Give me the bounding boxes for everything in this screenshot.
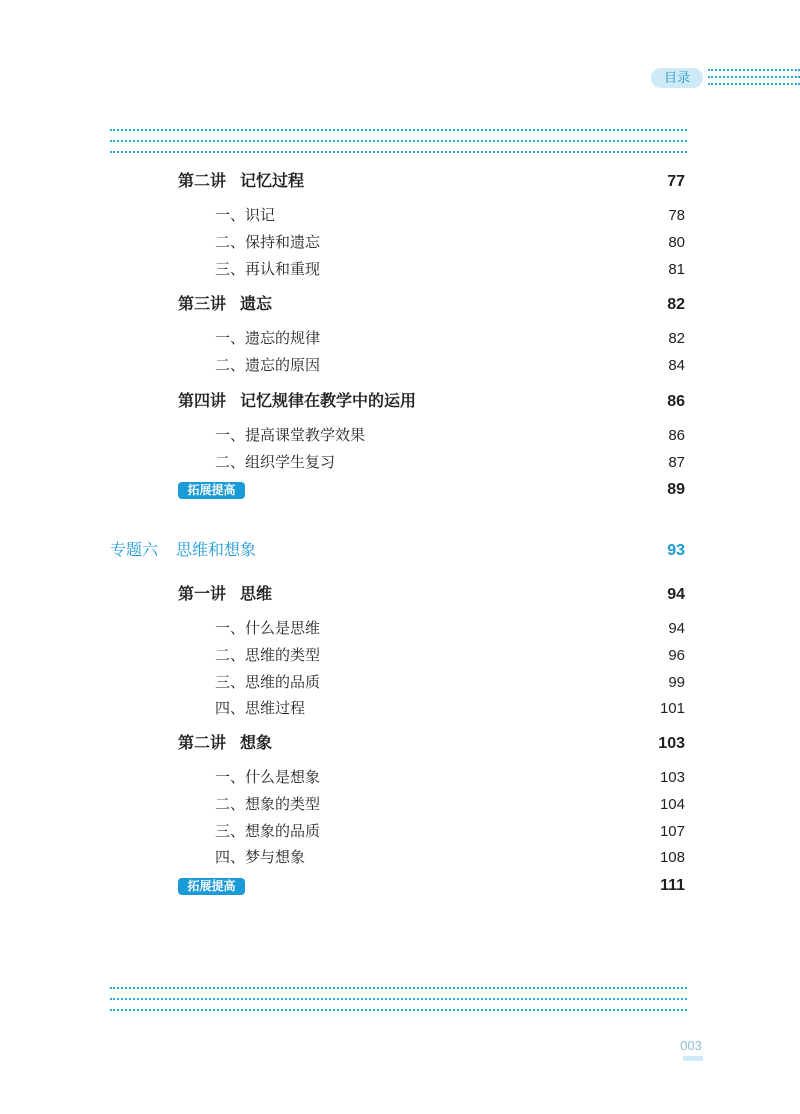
topic-label: 专题六 — [110, 542, 159, 559]
page-number: 87 — [668, 454, 685, 471]
page-number: 104 — [659, 796, 685, 813]
page-number: 81 — [668, 261, 685, 278]
page-number: 94 — [668, 620, 685, 637]
toc-item[interactable] — [215, 644, 685, 668]
toc-item[interactable] — [215, 231, 685, 255]
item-title: 三、再认和重现 — [215, 261, 321, 278]
toc-item[interactable] — [215, 424, 685, 448]
lecture-title: 想象 — [240, 735, 273, 752]
toc-item[interactable] — [215, 258, 685, 282]
footer-page-number: 003 — [680, 1038, 702, 1053]
toc-item[interactable] — [215, 766, 685, 790]
toc-lecture[interactable] — [178, 583, 685, 607]
toc-topic[interactable] — [110, 539, 685, 563]
page-number: 103 — [659, 769, 685, 786]
item-title: 四、思维过程 — [215, 700, 306, 717]
page-number: 111 — [660, 877, 685, 894]
page-number: 82 — [667, 296, 685, 313]
item-title: 四、梦与想象 — [215, 849, 306, 866]
toc-item[interactable] — [215, 671, 685, 695]
page-number: 107 — [659, 823, 685, 840]
item-title: 一、遗忘的规律 — [215, 330, 321, 347]
bottom-dotted-rule-2 — [110, 998, 687, 1000]
page-number: 80 — [668, 234, 685, 251]
page-number: 84 — [668, 357, 685, 374]
toc-item[interactable] — [215, 846, 685, 870]
page-number: 86 — [667, 393, 685, 410]
item-title: 一、识记 — [215, 207, 276, 224]
page-number: 89 — [667, 481, 685, 498]
lecture-label: 第二讲 — [178, 735, 227, 752]
header-dotted-rule-right-2 — [708, 76, 800, 78]
item-title: 三、想象的品质 — [215, 823, 321, 840]
top-dotted-rule-3 — [110, 151, 687, 153]
page-number: 82 — [668, 330, 685, 347]
toc-item[interactable] — [215, 820, 685, 844]
item-title: 一、什么是思维 — [215, 620, 321, 637]
lecture-title: 记忆规律在教学中的运用 — [240, 393, 417, 410]
toc-header-tag: 目录 — [651, 68, 703, 88]
bottom-dotted-rule-1 — [110, 987, 687, 989]
page-number: 93 — [667, 542, 685, 559]
bottom-dotted-rule-3 — [110, 1009, 687, 1011]
page-number: 78 — [668, 207, 685, 224]
topic-title: 思维和想象 — [176, 542, 257, 559]
page-number: 86 — [668, 427, 685, 444]
item-title: 一、提高课堂教学效果 — [215, 427, 366, 444]
toc-extension[interactable] — [178, 478, 685, 502]
item-title: 二、想象的类型 — [215, 796, 321, 813]
top-dotted-rule-2 — [110, 140, 687, 142]
lecture-label: 第四讲 — [178, 393, 227, 410]
page-number: 103 — [658, 735, 685, 752]
footer-page-bar — [683, 1056, 703, 1061]
page-number: 94 — [667, 586, 685, 603]
item-title: 二、遗忘的原因 — [215, 357, 321, 374]
lecture-label: 第一讲 — [178, 586, 227, 603]
item-title: 一、什么是想象 — [215, 769, 321, 786]
lecture-label: 第三讲 — [178, 296, 227, 313]
toc-lecture[interactable] — [178, 390, 685, 414]
page-number: 96 — [668, 647, 685, 664]
page-number: 101 — [659, 700, 685, 717]
toc-item[interactable] — [215, 451, 685, 475]
item-title: 二、保持和遗忘 — [215, 234, 321, 251]
header-dotted-rule-right-1 — [708, 69, 800, 71]
item-title: 二、组织学生复习 — [215, 454, 336, 471]
item-title: 三、思维的品质 — [215, 674, 321, 691]
page-number: 99 — [668, 674, 685, 691]
page-number: 108 — [659, 849, 685, 866]
toc-lecture[interactable] — [178, 732, 685, 756]
header-dotted-rule-right-3 — [708, 83, 800, 85]
lecture-title: 思维 — [240, 586, 273, 603]
extension-badge: 拓展提高 — [178, 482, 245, 499]
toc-item[interactable] — [215, 327, 685, 351]
page-number: 77 — [667, 173, 685, 190]
toc-item[interactable] — [215, 793, 685, 817]
lecture-label: 第二讲 — [178, 173, 227, 190]
top-dotted-rule-1 — [110, 129, 687, 131]
toc-lecture[interactable] — [178, 293, 685, 317]
extension-badge: 拓展提高 — [178, 878, 245, 895]
toc-item[interactable] — [215, 204, 685, 228]
toc-item[interactable] — [215, 697, 685, 721]
toc-lecture[interactable] — [178, 170, 685, 194]
item-title: 二、思维的类型 — [215, 647, 321, 664]
lecture-title: 遗忘 — [240, 296, 273, 313]
toc-extension[interactable] — [178, 874, 685, 898]
toc-item[interactable] — [215, 354, 685, 378]
lecture-title: 记忆过程 — [240, 173, 305, 190]
toc-item[interactable] — [215, 617, 685, 641]
